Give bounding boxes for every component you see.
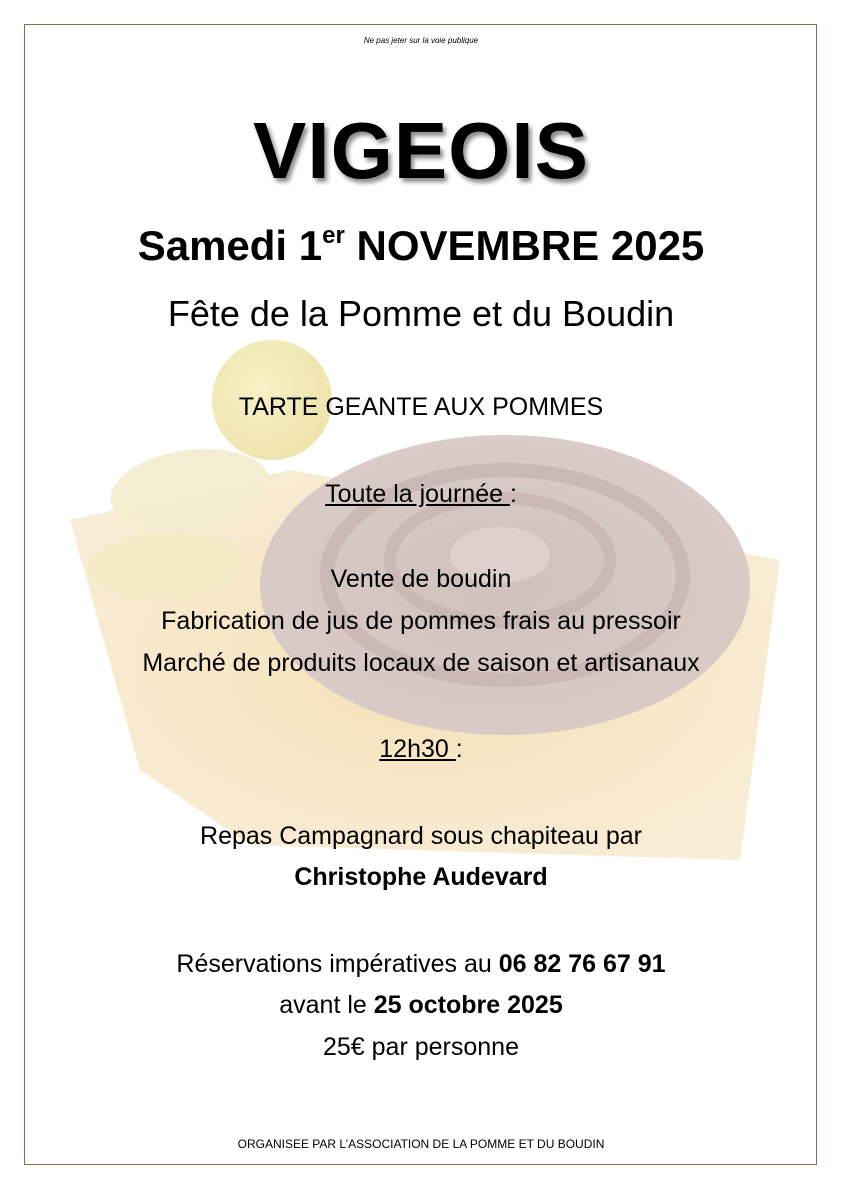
deadline-date: 25 octobre 2025 — [373, 991, 563, 1019]
activity-item: Vente de boudin — [330, 565, 512, 593]
highlight-tarte: TARTE GEANTE AUX POMMES — [238, 393, 604, 421]
lunch-time: 12h30 — [379, 735, 456, 763]
event-date — [0, 222, 842, 270]
all-day-heading — [0, 480, 842, 509]
chef-name: Christophe Audevard — [294, 863, 548, 891]
organizer-footer: ORGANISEE PAR L’ASSOCIATION DE LA POMME ET DU BOUDIN — [237, 1137, 605, 1151]
all-day-heading-text: Toute la journée — [325, 480, 510, 508]
reservation-prefix: Réservations impératives au — [176, 950, 499, 978]
activity-item: Fabrication de jus de pommes frais au pressoir — [161, 607, 681, 635]
deadline-prefix: avant le — [279, 991, 374, 1019]
event-subtitle: Fête de la Pomme et du Boudin — [167, 293, 675, 334]
price: 25€ par personne — [323, 1033, 519, 1061]
lunch-description: Repas Campagnard sous chapiteau par — [200, 822, 642, 850]
deadline-line — [0, 991, 842, 1020]
date-superscript: er — [322, 222, 345, 249]
disposal-notice: Ne pas jeter sur la voie publique — [363, 36, 479, 45]
reservation-line — [0, 950, 842, 979]
poster-title: VIGEOIS — [253, 106, 589, 195]
lunch-time-colon: : — [455, 735, 463, 763]
lunch-time-heading — [0, 735, 842, 764]
all-day-heading-colon: : — [509, 480, 517, 508]
date-month-year: NOVEMBRE 2025 — [344, 222, 705, 269]
reservation-phone: 06 82 76 67 91 — [498, 950, 666, 978]
date-day: Samedi 1 — [137, 222, 323, 269]
activity-item: Marché de produits locaux de saison et artisanaux — [142, 649, 700, 677]
